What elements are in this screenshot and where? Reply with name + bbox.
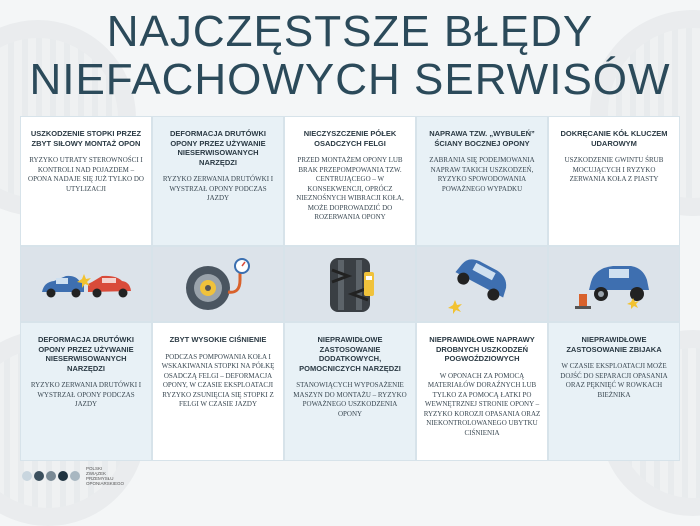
- card-body: PRZED MONTAŻEM OPONY LUB BRAK PRZEPOMPOWANIA TZW. CENTRUJĄCEGO – W KONSEKWENCJI, OPRÓCZ NIEZNOŚNYCH WIBRACJI KOŁA, MOŻE DOPROWADZIĆ DO ROZERWANIA OPONY: [296, 156, 404, 221]
- logo-dot: [58, 471, 68, 481]
- card-body: RYZYKO UTRATY STEROWNOŚCI I KONTROLI NAD POJAZDEM – OPONA NADAJE SIĘ JUŻ TYLKO DO UTYLIZACJI: [28, 156, 144, 193]
- card-body: PODCZAS POMPOWANIA KOŁA I WSKAKIWANIA STOPKI NA PÓŁKĘ OSADCZĄ FELGI – DEFORMACJA OPONY, W CZASIE EKSPLOATACJI RYZYKO ZSUNIĘCIA SIĘ STOPKI Z FELGI W CZASIE JAZDY: [161, 352, 275, 408]
- logo-text: [86, 466, 124, 486]
- card-body: USZKODZENIE GWINTU ŚRUB MOCUJĄCYCH I RYZYKO ZERWANIA KOŁA Z PIASTY: [564, 156, 664, 183]
- card-top-1: [20, 116, 152, 246]
- card-heading: NIECZYSZCZENIE PÓŁEK OSADCZYCH FELGI: [303, 129, 397, 148]
- logo-dot: [22, 471, 32, 481]
- logo-line: POLSKI: [86, 466, 103, 471]
- tire-pressure-gauge-icon: [152, 246, 284, 322]
- title-line-1: NAJCZĘSTSZE BŁĘDY: [106, 7, 594, 56]
- card-bottom-4: [416, 322, 548, 461]
- card-body: ZABRANIA SIĘ PODEJMOWANIA NAPRAW TAKICH USZKODZEŃ, RYZYKO SPOWODOWANIA POWAŻNEGO WYPADKU: [429, 156, 535, 193]
- card-heading: USZKODZENIE STOPKI PRZEZ ZBYT SIŁOWY MONTAŻ OPON: [30, 129, 142, 148]
- card-top-2: [152, 116, 284, 246]
- tire-tread-icon: [284, 246, 416, 322]
- logo-dot: [70, 471, 80, 481]
- card-bottom-3: [284, 322, 416, 461]
- card-heading: NAPRAWA TZW. „WYBULEŃ” ŚCIANY BOCZNEJ OPONY: [429, 129, 535, 148]
- card-heading: DEFORMACJA DRUTÓWKI OPONY PRZEZ UŻYWANIE NIESERWISOWANYCH NARZĘDZI: [170, 129, 266, 167]
- mistakes-grid: [20, 116, 680, 461]
- logo-line: PRZEMYSŁU: [86, 476, 114, 481]
- overturned-car-icon: [416, 246, 548, 322]
- logo-dot: [34, 471, 44, 481]
- card-body: STANOWIĄCYCH WYPOSAŻENIE MASZYN DO MONTAŻU – RYZYKO POWAŻNEGO USZKODZENIA OPONY: [293, 381, 407, 418]
- logo-line: ZWIĄZEK: [86, 471, 106, 476]
- card-body: W CZASIE EKSPLOATACJI MOŻE DOJŚĆ DO SEPARACJI OPASANIA ORAZ PĘKNIĘĆ W ROWKACH BIEŻNIKA: [560, 362, 668, 399]
- card-heading: NIEPRAWIDŁOWE ZASTOSOWANIE DODATKOWYCH, POMOCNICZYCH NARZĘDZI: [299, 335, 401, 373]
- card-body: RYZYKO ZERWANIA DRUTÓWKI I WYSTRZAŁ OPONY PODCZAS JAZDY: [162, 175, 274, 202]
- car-crash-icon: [20, 246, 152, 322]
- card-body: W OPONACH ZA POMOCĄ MATERIAŁÓW DORAŹNYCH LUB TYLKO ZA POMOCĄ ŁATKI PO WEWNĘTRZNEJ STRONIE OPONY – RYZYKO KOROZJI OPASANIA ORAZ NIEKONTROLOWANEGO UBYTKU CIŚNIENIA: [423, 371, 541, 437]
- card-heading: DOKRĘCANIE KÓŁ KLUCZEM UDAROWYM: [560, 129, 668, 148]
- card-heading: DEFORMACJA DRUTÓWKI OPONY PRZEZ UŻYWANIE NIESERWISOWANYCH NARZĘDZI: [38, 335, 134, 373]
- organization-logo: [22, 466, 124, 486]
- car-on-lift-icon: [548, 246, 680, 322]
- page-title: [0, 8, 700, 104]
- card-bottom-2: [152, 322, 284, 461]
- card-bottom-1: [20, 322, 152, 461]
- card-body: RYZYKO ZERWANIA DRUTÓWKI I WYSTRZAŁ OPONY PODCZAS JAZDY: [30, 381, 142, 408]
- card-top-4: [416, 116, 548, 246]
- logo-dot: [46, 471, 56, 481]
- logo-line: OPONIARSKIEGO: [86, 481, 125, 486]
- title-line-2: NIEFACHOWYCH SERWISÓW: [29, 55, 671, 104]
- card-bottom-5: [548, 322, 680, 461]
- card-heading: NIEPRAWIDŁOWE ZASTOSOWANIE ZBIJAKA: [566, 335, 662, 354]
- card-top-5: [548, 116, 680, 246]
- card-heading: ZBYT WYSOKIE CIŚNIENIE: [169, 335, 267, 344]
- card-heading: NIEPRAWIDŁOWE NAPRAWY DROBNYCH USZKODZEŃ POGWOŹDZIOWYCH: [429, 335, 535, 363]
- card-top-3: [284, 116, 416, 246]
